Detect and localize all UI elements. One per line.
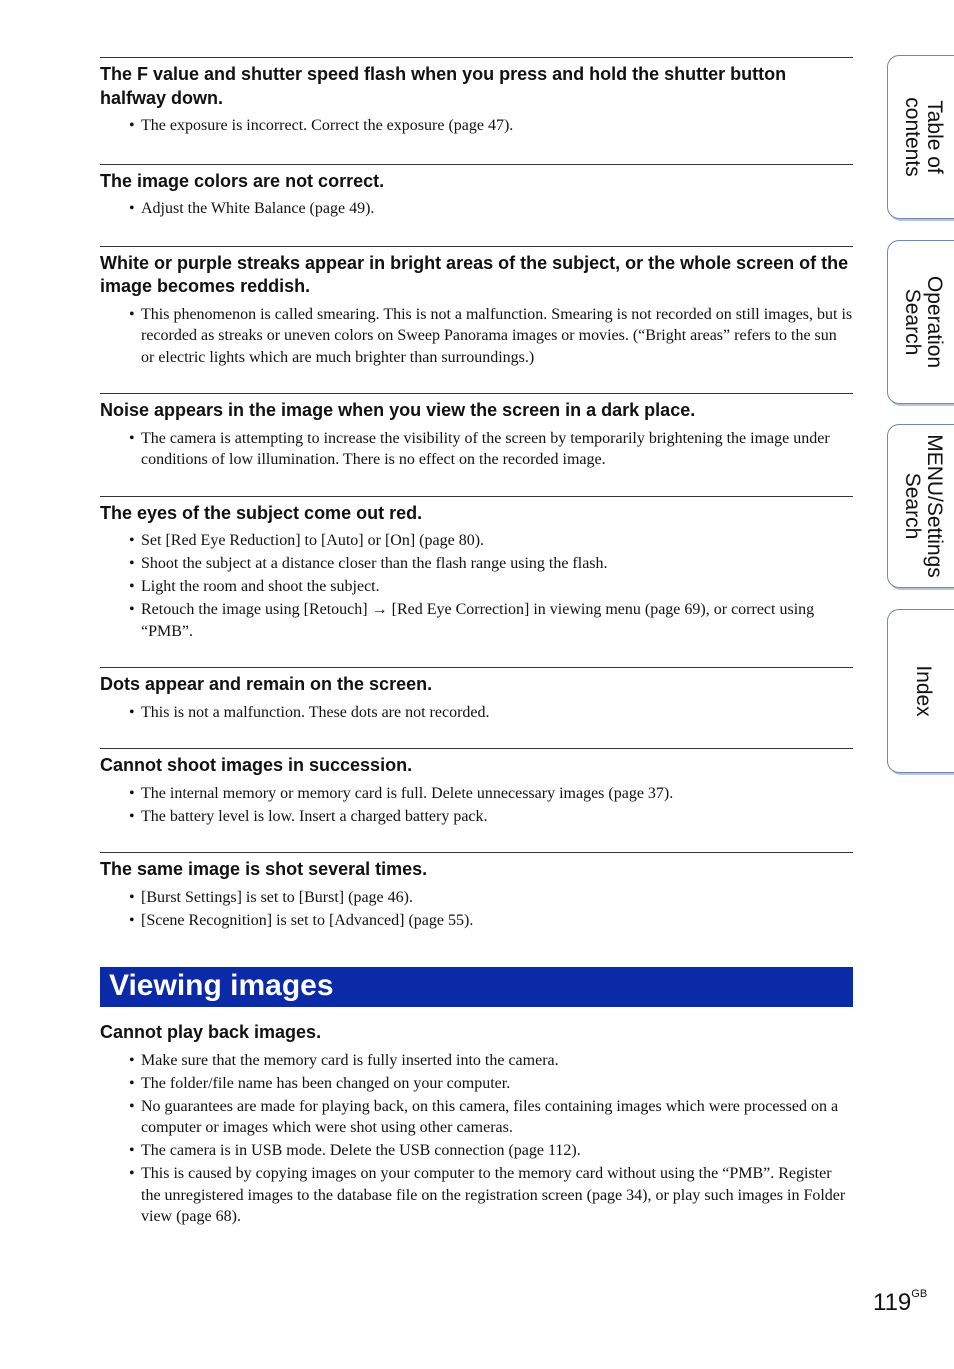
tab-index[interactable]: [887, 609, 954, 773]
section-heading: Cannot play back images.: [100, 1022, 322, 1042]
viewing-images-banner: Viewing images: [100, 967, 853, 1007]
list-item: • [Burst Settings] is set to [Burst] (page 46).: [100, 887, 853, 909]
bullet-list: [100, 702, 853, 724]
section-smearing: [100, 246, 853, 369]
section-heading: The image colors are not correct.: [100, 170, 385, 191]
section-succession: [100, 748, 853, 827]
bullet-list: [100, 115, 853, 137]
list-item: • Light the room and shoot the subject.: [100, 576, 853, 598]
tab-label: Index: [911, 665, 935, 717]
bullet-list: [100, 198, 853, 220]
page-number-suffix: GB: [911, 1288, 928, 1300]
list-item: • Shoot the subject at a distance closer than the flash range using the flash.: [100, 553, 853, 575]
list-item: • The exposure is incorrect. Correct the exposure (page 47).: [100, 115, 853, 137]
tab-menu-settings-search[interactable]: [887, 424, 954, 588]
list-item: • The battery level is low. Insert a charged battery pack.: [100, 806, 853, 828]
list-item: • This phenomenon is called smearing. This is not a malfunction. Smearing is not recorded on still images, but is recorded as streaks or uneven colors on Sweep Panorama images or movies. (“Bright areas” refers to the sun or electric lights which are much brighter than surroundings.): [100, 304, 853, 369]
section-f-value: [100, 57, 853, 137]
section-dots: [100, 667, 853, 723]
bullet-list: [100, 783, 853, 828]
list-item: • This is caused by copying images on your computer to the memory card without using the “PMB”. Register the unregistered images to the database file on the registration screen (page 34), or play such images in Folder view (page 68).: [100, 1163, 853, 1228]
section-heading: Dots appear and remain on the screen.: [100, 674, 433, 694]
tab-label: MENU/Settings Search: [900, 434, 946, 578]
troubleshooting-content: [100, 57, 853, 933]
section-heading: Cannot shoot images in succession.: [100, 755, 413, 775]
tab-operation-search[interactable]: [887, 240, 954, 404]
list-item: • The camera is in USB mode. Delete the USB connection (page 112).: [100, 1140, 853, 1162]
list-item: • Make sure that the memory card is fully inserted into the camera.: [100, 1050, 853, 1072]
bullet-list: [100, 530, 853, 642]
list-item: • No guarantees are made for playing back, on this camera, files containing images which were processed on a computer or images which were shot using other cameras.: [100, 1096, 853, 1139]
section-heading: The eyes of the subject come out red.: [100, 502, 423, 523]
tab-label: Table of contents: [900, 97, 946, 177]
page-number-value: 119: [873, 1289, 912, 1316]
list-item: • Set [Red Eye Reduction] to [Auto] or [On] (page 80).: [100, 530, 853, 552]
bullet-list: [100, 304, 853, 369]
bullet-list: [100, 887, 853, 932]
section-image-colors: [100, 164, 853, 220]
section-heading: Noise appears in the image when you view the screen in a dark place.: [100, 400, 696, 420]
list-item: • Retouch the image using [Retouch] → [Red Eye Correction] in viewing menu (page 69), or correct using “PMB”.: [100, 599, 853, 642]
list-item: • [Scene Recognition] is set to [Advanced] (page 55).: [100, 910, 853, 932]
section-heading: White or purple streaks appear in bright areas of the subject, or the whole screen of the image becomes reddish.: [100, 252, 849, 296]
tab-table-of-contents[interactable]: [887, 55, 954, 219]
list-item: • The camera is attempting to increase the visibility of the screen by temporarily brightening the image under conditions of low illumination. There is no effect on the recorded image.: [100, 428, 853, 471]
section-noise: [100, 393, 853, 471]
list-item: • The folder/file name has been changed on your computer.: [100, 1073, 853, 1095]
section-same-image: [100, 852, 853, 931]
bullet-list: [100, 428, 853, 471]
page-number: [873, 1289, 927, 1317]
section-red-eye: [100, 496, 853, 643]
bullet-list: [100, 1050, 853, 1228]
list-item: • This is not a malfunction. These dots are not recorded.: [100, 702, 853, 724]
tab-label: Operation Search: [900, 275, 946, 369]
list-item: • Adjust the White Balance (page 49).: [100, 198, 853, 220]
section-heading: The F value and shutter speed flash when you press and hold the shutter button halfway down.: [100, 64, 787, 108]
section-heading: The same image is shot several times.: [100, 859, 428, 879]
section-playback: [100, 1021, 853, 1229]
list-item: • The internal memory or memory card is full. Delete unnecessary images (page 37).: [100, 783, 853, 805]
